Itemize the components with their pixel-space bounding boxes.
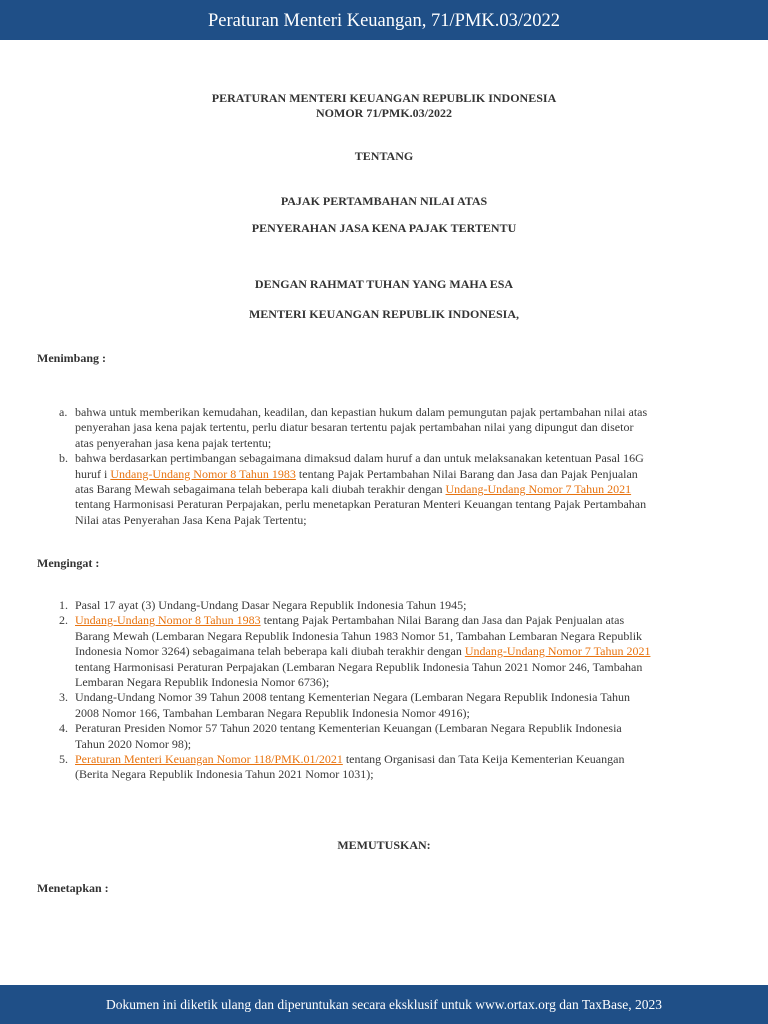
link-pmk-118-2021[interactable]: Peraturan Menteri Keuangan Nomor 118/PMK.01/2021 <box>75 752 343 767</box>
text-line: Peraturan Presiden Nomor 57 Tahun 2020 tentang Kementerian Keuangan (Lembaran Negara Republik Indonesia <box>75 721 622 736</box>
document-title: Peraturan Menteri Keuangan, 71/PMK.03/2022 <box>208 11 560 31</box>
list-marker: 3. <box>59 690 68 705</box>
list-item <box>37 613 650 690</box>
list-item <box>37 690 650 721</box>
text-line: Lembaran Negara Republik Indonesia Nomor 6736); <box>75 675 330 690</box>
text-line <box>75 613 650 628</box>
text-line: Pasal 17 ayat (3) Undang-Undang Dasar Negara Republik Indonesia Tahun 1945; <box>75 598 467 612</box>
regulation-heading: PERATURAN MENTERI KEUANGAN REPUBLIK INDONESIA <box>211 91 557 105</box>
text-line: (Berita Negara Republik Indonesia Tahun 2021 Nomor 1031); <box>75 767 374 782</box>
tentang-heading: TENTANG <box>354 149 414 163</box>
text-line: Barang Mewah (Lembaran Negara Republik Indonesia Tahun 1983 Nomor 51, Tambahan Lembaran Negara Republik <box>75 628 643 643</box>
subject-line-2: PENYERAHAN JASA KENA PAJAK TERTENTU <box>251 221 517 235</box>
preamble-line-1: DENGAN RAHMAT TUHAN YANG MAHA ESA <box>254 277 514 291</box>
text-line <box>75 482 647 497</box>
text-fragment: atas Barang Mewah sebagaimana telah beberapa kali diubah terakhir dengan <box>75 482 446 497</box>
menetapkan-heading: Menetapkan : <box>37 881 109 895</box>
text-line <box>75 467 647 482</box>
header-bar <box>0 0 768 40</box>
list-marker: 1. <box>59 598 68 612</box>
text-fragment: huruf i <box>75 466 111 481</box>
text-fragment: Indonesia Nomor 3264) sebagaimana telah beberapa kali diubah terakhir dengan <box>75 644 465 659</box>
text-fragment: tentang Organisasi dan Tata Keija Kementerian Keuangan <box>342 752 625 767</box>
memutuskan-heading: MEMUTUSKAN: <box>337 838 431 852</box>
menimbang-heading: Menimbang : <box>37 351 106 365</box>
regulation-number: NOMOR 71/PMK.03/2022 <box>316 106 452 120</box>
text-line: Undang-Undang Nomor 39 Tahun 2008 tentang Kementerian Negara (Lembaran Negara Republik Indonesia Tahun <box>75 690 631 705</box>
text-line <box>75 644 650 659</box>
link-uu-8-1983[interactable]: Undang-Undang Nomor 8 Tahun 1983 <box>110 466 296 481</box>
list-item <box>37 405 647 451</box>
mengingat-heading: Mengingat : <box>37 556 100 570</box>
list-marker: 2. <box>59 613 68 628</box>
link-uu-7-2021[interactable]: Undang-Undang Nomor 7 Tahun 2021 <box>464 644 651 659</box>
footer-bar <box>0 985 768 1024</box>
text-line: bahwa berdasarkan pertimbangan sebagaimana dimaksud dalam huruf a dan untuk melaksanakan ketentuan Pasal 16G <box>75 451 644 466</box>
list-marker: 5. <box>59 752 68 767</box>
list-marker: 4. <box>59 721 68 736</box>
subject-line-1: PAJAK PERTAMBAHAN NILAI ATAS <box>280 194 488 208</box>
text-line: tentang Harmonisasi Peraturan Perpajakan (Lembaran Negara Republik Indonesia Tahun 2021 Nomor 246, Tambahan <box>75 659 643 674</box>
text-line <box>75 752 650 767</box>
text-line: penyerahan jasa kena pajak tertentu, perlu diatur besaran tertentu pajak pertambahan nilai yang dipungut dan disetor <box>75 420 634 435</box>
list-item <box>37 752 650 783</box>
text-fragment: tentang Pajak Pertambahan Nilai Barang dan Jasa dan Pajak Penjualan atas <box>260 613 625 628</box>
text-line: Nilai atas Penyerahan Jasa Kena Pajak Tertentu; <box>75 512 307 527</box>
text-fragment: tentang Pajak Pertambahan Nilai Barang dan Jasa dan Pajak Penjualan <box>295 466 638 481</box>
text-line: tentang Harmonisasi Peraturan Perpajakan, perlu menetapkan Peraturan Menteri Keuangan tentang Pajak Pertambahan <box>75 497 647 512</box>
link-uu-8-1983[interactable]: Undang-Undang Nomor 8 Tahun 1983 <box>75 613 261 628</box>
list-marker: a. <box>59 405 68 419</box>
text-line: Tahun 2020 Nomor 98); <box>75 736 192 751</box>
text-line: atas penyerahan jasa kena pajak tertentu; <box>75 435 272 450</box>
text-line: 2008 Nomor 166, Tambahan Lembaran Negara Republik Indonesia Nomor 4916); <box>75 705 470 720</box>
menimbang-list <box>37 405 647 528</box>
list-item <box>37 451 647 528</box>
footer-text: Dokumen ini diketik ulang dan diperuntukan secara eksklusif untuk www.ortax.org dan TaxBase, 2023 <box>106 997 662 1012</box>
list-item <box>37 598 650 613</box>
list-item <box>37 721 650 752</box>
mengingat-list <box>37 598 650 783</box>
list-marker: b. <box>59 451 68 466</box>
link-uu-7-2021[interactable]: Undang-Undang Nomor 7 Tahun 2021 <box>445 482 632 497</box>
text-line: bahwa untuk memberikan kemudahan, keadilan, dan kepastian hukum dalam pemungutan pajak pertambahan nilai atas <box>75 405 648 419</box>
preamble-line-2: MENTERI KEUANGAN REPUBLIK INDONESIA, <box>248 307 520 321</box>
